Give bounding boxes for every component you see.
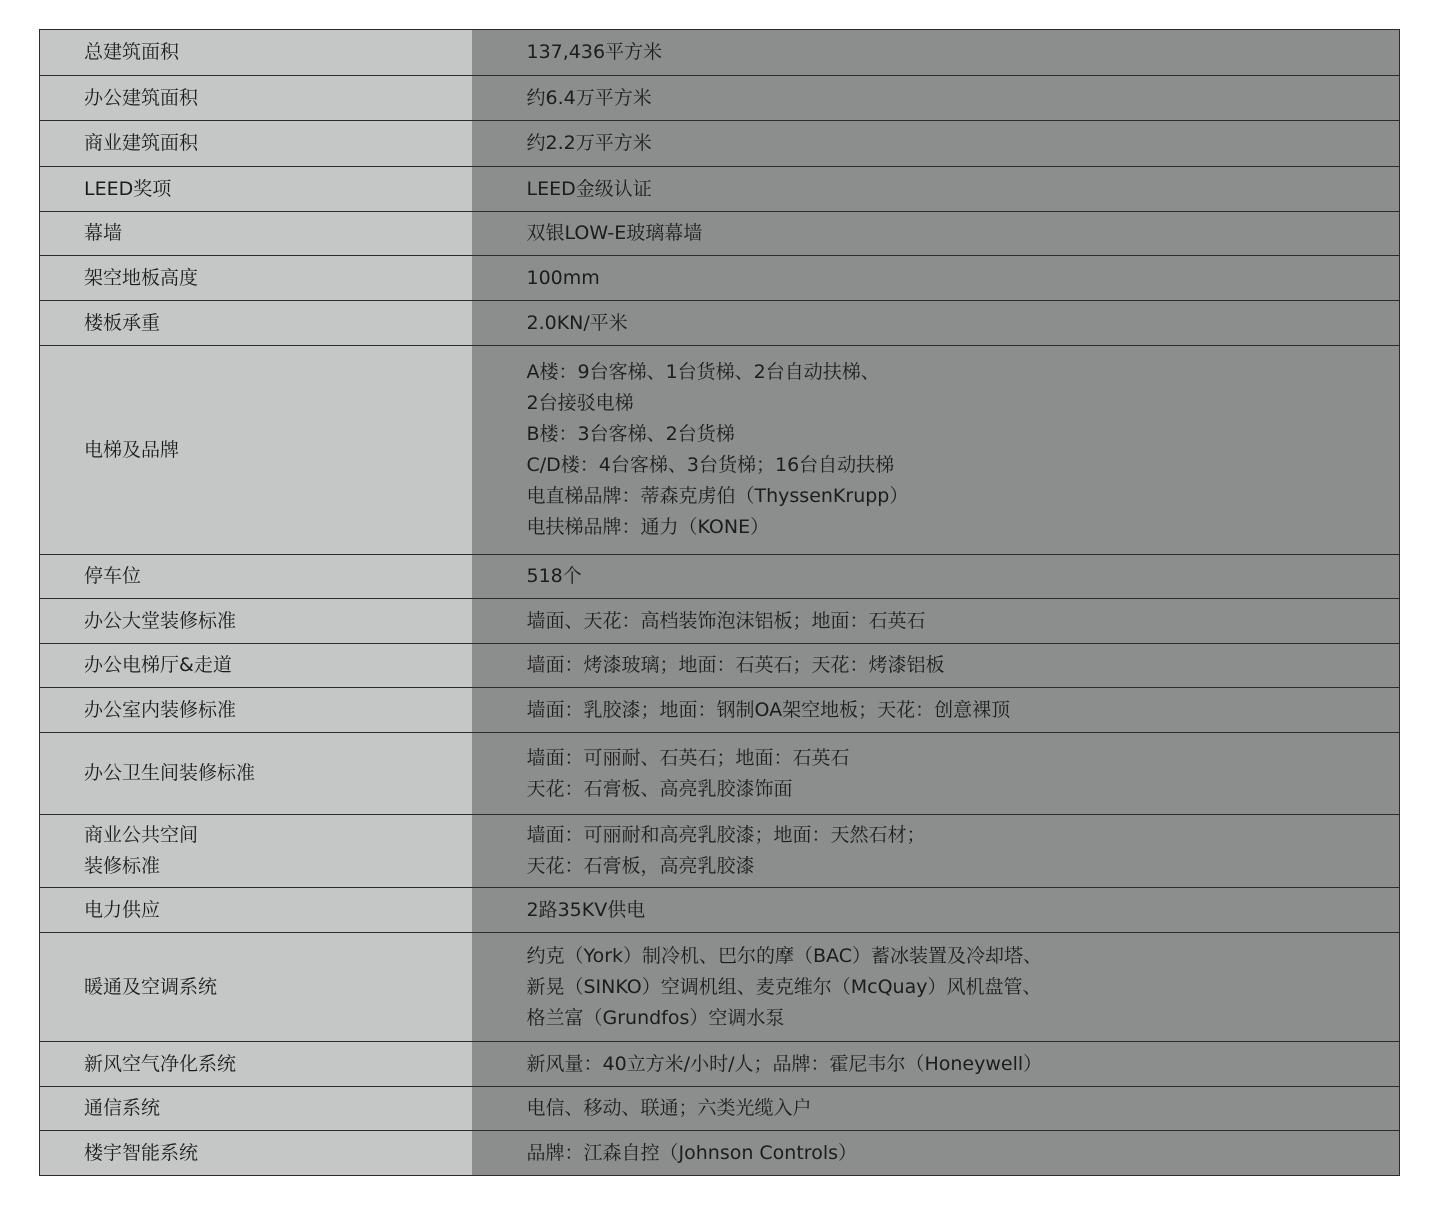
- row-label: [40, 555, 472, 599]
- row-label: [40, 933, 472, 1042]
- row-label-line: 通信系统: [84, 1097, 161, 1119]
- row-label-line: 暖通及空调系统: [84, 975, 218, 998]
- row-label-line: 办公大堂装修标准: [84, 609, 237, 632]
- table-row: [40, 76, 1400, 121]
- row-value-line: 墙面：可丽耐和高亮乳胶漆；地面：天然石材；: [526, 824, 926, 846]
- row-label-line: 商业建筑面积: [84, 132, 199, 154]
- row-label-line: 新风空气净化系统: [84, 1052, 237, 1075]
- row-label-line: 电梯及品牌: [84, 438, 180, 461]
- row-value-line: 约克（York）制冷机、巴尔的摩（BAC）蓄冰装置及冷却塔、: [526, 944, 1042, 967]
- row-value-line: 约2.2万平方米: [526, 132, 652, 154]
- row-label-line: 办公建筑面积: [84, 86, 199, 109]
- row-label-line: 总建筑面积: [84, 41, 180, 63]
- row-value: [472, 555, 1400, 599]
- table-row: [40, 888, 1400, 933]
- table-row: [40, 555, 1400, 599]
- table-row: [40, 1131, 1400, 1176]
- row-label-line: 办公室内装修标准: [84, 698, 237, 721]
- row-value-line: 墙面：可丽耐、石英石；地面：石英石: [526, 746, 850, 769]
- spec-table-body: [40, 30, 1400, 1176]
- row-value-line: 双银LOW-E玻璃幕墙: [526, 222, 703, 244]
- row-value-line: 天花：石膏板，高亮乳胶漆: [526, 855, 755, 877]
- row-value-line: 电信、移动、联通；六类光缆入户: [526, 1097, 812, 1119]
- row-value: [472, 933, 1400, 1042]
- spec-table: [39, 29, 1400, 1176]
- row-label-line: 架空地板高度: [84, 266, 199, 289]
- row-value: [472, 256, 1400, 301]
- row-value: [472, 815, 1400, 888]
- row-value-line: 墙面、天花：高档装饰泡沫铝板；地面：石英石: [526, 609, 926, 632]
- table-row: [40, 688, 1400, 733]
- table-row: [40, 30, 1400, 76]
- table-row: [40, 121, 1400, 167]
- row-value: [472, 888, 1400, 933]
- row-label-line: LEED奖项: [84, 177, 172, 200]
- table-row: [40, 815, 1400, 888]
- table-row: [40, 599, 1400, 644]
- row-label-line: 商业公共空间: [84, 824, 199, 846]
- row-label: [40, 888, 472, 933]
- table-row: [40, 256, 1400, 301]
- row-label: [40, 76, 472, 121]
- row-label-line: 楼宇智能系统: [84, 1141, 199, 1164]
- row-label: [40, 301, 472, 346]
- row-label: [40, 1042, 472, 1087]
- row-value: [472, 76, 1400, 121]
- row-value-line: 电直梯品牌：蒂森克虏伯（ThyssenKrupp）: [526, 485, 909, 507]
- row-value-line: 2路35KV供电: [526, 898, 646, 921]
- row-value-line: 电扶梯品牌：通力（KONE）: [526, 516, 770, 538]
- row-value-line: 2台接驳电梯: [526, 392, 634, 414]
- table-row: [40, 346, 1400, 555]
- table-row: [40, 212, 1400, 256]
- row-value-line: 2.0KN/平米: [526, 311, 628, 334]
- row-label-line: 办公电梯厅&走道: [84, 654, 232, 676]
- row-label-line: 办公卫生间装修标准: [84, 762, 256, 784]
- row-value: [472, 121, 1400, 167]
- row-value-line: 墙面：烤漆玻璃；地面：石英石；天花：烤漆铝板: [526, 654, 945, 676]
- row-value-line: 约6.4万平方米: [526, 86, 652, 109]
- row-value-line: B楼：3台客梯、2台货梯: [526, 423, 735, 445]
- row-value: [472, 1131, 1400, 1176]
- row-label: [40, 815, 472, 888]
- row-label: [40, 121, 472, 167]
- row-label: [40, 1087, 472, 1131]
- row-label-line: 停车位: [84, 565, 142, 587]
- row-value-line: 新风量：40立方米/小时/人；品牌：霍尼韦尔（Honeywell）: [526, 1052, 1043, 1075]
- row-value-line: 天花：石膏板、高亮乳胶漆饰面: [526, 777, 793, 800]
- row-value: [472, 301, 1400, 346]
- row-label: [40, 733, 472, 815]
- row-value: [472, 167, 1400, 212]
- row-value: [472, 346, 1400, 555]
- row-value-line: 格兰富（Grundfos）空调水泵: [526, 1006, 785, 1029]
- row-label: [40, 1131, 472, 1176]
- row-value: [472, 1042, 1400, 1087]
- row-value-line: 518个: [526, 565, 582, 587]
- row-label: [40, 599, 472, 644]
- row-label: [40, 30, 472, 76]
- row-value-line: 137,436平方米: [526, 41, 663, 63]
- table-row: [40, 167, 1400, 212]
- table-row: [40, 1087, 1400, 1131]
- row-label-line: 装修标准: [84, 855, 161, 877]
- row-value: [472, 30, 1400, 76]
- row-value-line: 新晃（SINKO）空调机组、麦克维尔（McQuay）风机盘管、: [526, 975, 1042, 998]
- row-label: [40, 688, 472, 733]
- row-label: [40, 167, 472, 212]
- row-value: [472, 733, 1400, 815]
- row-value-line: LEED金级认证: [526, 177, 652, 200]
- table-row: [40, 644, 1400, 688]
- row-value-line: A楼：9台客梯、1台货梯、2台自动扶梯、: [526, 361, 880, 383]
- table-row: [40, 301, 1400, 346]
- row-value-line: 品牌：江森自控（Johnson Controls）: [526, 1141, 857, 1164]
- row-value-line: C/D楼：4台客梯、3台货梯；16台自动扶梯: [526, 454, 895, 476]
- row-value: [472, 599, 1400, 644]
- row-value: [472, 644, 1400, 688]
- table-row: [40, 1042, 1400, 1087]
- row-value-line: 墙面：乳胶漆；地面：钢制OA架空地板；天花：创意裸顶: [526, 698, 1011, 721]
- row-value: [472, 212, 1400, 256]
- row-label: [40, 212, 472, 256]
- row-value-line: 100mm: [526, 266, 600, 289]
- row-label-line: 幕墙: [84, 222, 123, 244]
- table-row: [40, 933, 1400, 1042]
- row-value: [472, 1087, 1400, 1131]
- table-row: [40, 733, 1400, 815]
- row-label: [40, 644, 472, 688]
- row-value: [472, 688, 1400, 733]
- row-label: [40, 346, 472, 555]
- row-label-line: 电力供应: [84, 898, 161, 921]
- row-label-line: 楼板承重: [84, 311, 161, 334]
- row-label: [40, 256, 472, 301]
